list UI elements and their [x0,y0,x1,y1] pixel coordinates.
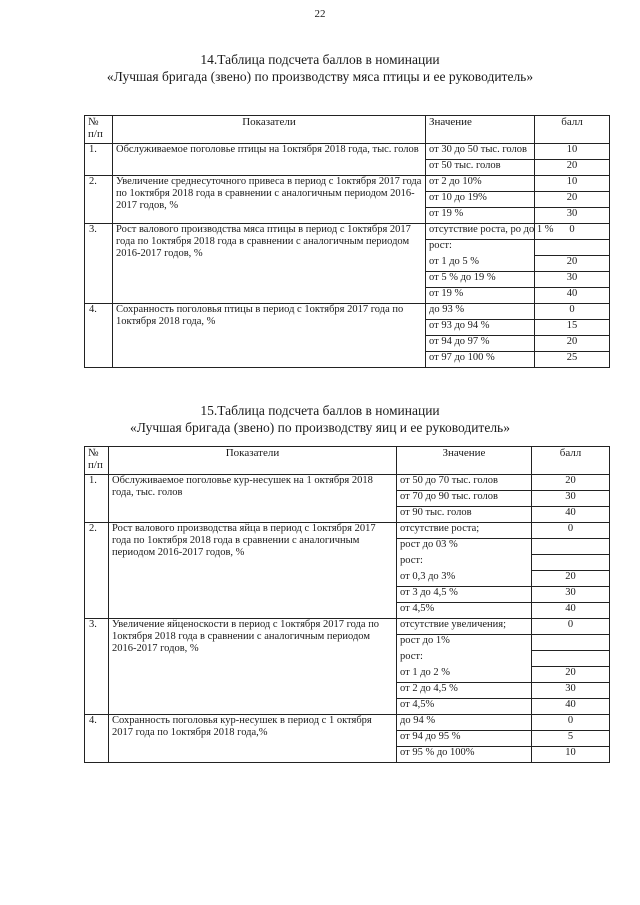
row-value: рост до 03 % [397,539,532,555]
row-points: 20 [535,160,610,176]
row-points: 30 [532,491,610,507]
row-number: 2. [85,176,113,224]
row-points: 10 [532,747,610,763]
table-row [85,619,610,635]
row-indicator: Сохранность поголовья птицы в период с 1октября 2017 года по 1октября 2018 года, % [113,304,426,368]
table-14-title-line2: «Лучшая бригада (звено) по производству мяса птицы и ее руководитель» [106,69,534,84]
table-14-title-line1: 14.Таблица подсчета баллов в номинации [200,52,440,67]
table-15-title-line2: «Лучшая бригада (звено) по производству яиц и ее руководитель» [130,420,510,435]
row-points: 40 [532,507,610,523]
row-points: 40 [532,699,610,715]
row-value: от 0,3 до 3% [397,571,532,587]
row-value: до 94 % [397,715,532,731]
row-value: от 1 до 2 % [397,667,532,683]
table-15-title [40,402,600,436]
row-value: отсутствие роста, ро до 1 % [426,224,535,240]
row-value: рост: [397,651,532,667]
row-value: от 50 до 70 тыс. голов [397,475,532,491]
row-points: 30 [535,272,610,288]
header-points: балл [532,447,610,475]
row-points: 0 [532,523,610,539]
row-value: от 2 до 10% [426,176,535,192]
row-number: 1. [85,144,113,176]
row-points: 25 [535,352,610,368]
row-number: 3. [85,619,109,715]
table-row [85,304,610,320]
row-points: 20 [532,667,610,683]
row-value: от 4,5% [397,603,532,619]
table-row [85,475,610,491]
row-indicator: Обслуживаемое поголовье кур-несушек на 1 октября 2018 года, тыс. голов [109,475,397,523]
row-points [535,240,610,256]
row-value: отсутствие роста; [397,523,532,539]
row-points: 30 [535,208,610,224]
row-points: 40 [535,288,610,304]
table-row [85,144,610,160]
row-value: от 1 до 5 % [426,256,535,272]
table-row [85,523,610,539]
row-points [532,555,610,571]
header-value: Значение [426,116,535,144]
row-points: 0 [532,715,610,731]
row-points [532,539,610,555]
row-points: 30 [532,587,610,603]
row-indicator: Увеличение яйценоскости в период с 1октября 2017 года по 1октября 2018 года в сравнении с аналогичным периодом 2016-2017 годов, % [109,619,397,715]
table-15 [84,446,610,763]
row-points: 30 [532,683,610,699]
row-value: от 97 до 100 % [426,352,535,368]
row-points: 20 [532,571,610,587]
table-14-title [40,51,600,85]
row-value: от 93 до 94 % [426,320,535,336]
row-value: до 93 % [426,304,535,320]
header-indicator: Показатели [109,447,397,475]
row-value: от 90 тыс. голов [397,507,532,523]
row-points: 20 [535,256,610,272]
row-value: от 19 % [426,288,535,304]
header-num: № п/п [85,116,113,144]
row-points: 0 [535,224,610,240]
row-points [532,635,610,651]
row-points: 0 [535,304,610,320]
header-num: № п/п [85,447,109,475]
row-points: 0 [532,619,610,635]
row-value: от 50 тыс. голов [426,160,535,176]
row-indicator: Увеличение среднесуточного привеса в период с 1октября 2017 года по 1октября 2018 года в сравнении с аналогичным периодом 2016-2017 годов, % [113,176,426,224]
row-value: рост: [426,240,535,256]
row-points: 40 [532,603,610,619]
table-15-header-row [85,447,610,475]
row-indicator: Сохранность поголовья кур-несушек в период с 1 октября 2017 года по 1октября 2018 года,% [109,715,397,763]
row-indicator: Рост валового производства яйца в период с 1октября 2017 года по 1октября 2018 года в сравнении с аналогичным периодом 2016-2017 годов, % [109,523,397,619]
row-value: от 2 до 4,5 % [397,683,532,699]
row-points: 20 [535,336,610,352]
row-value: от 19 % [426,208,535,224]
row-number: 3. [85,224,113,304]
row-points: 10 [535,144,610,160]
row-value: от 5 % до 19 % [426,272,535,288]
row-value: от 94 до 97 % [426,336,535,352]
row-points: 5 [532,731,610,747]
page-number: 22 [314,8,326,20]
row-points: 10 [535,176,610,192]
table-14 [84,115,610,368]
row-points: 20 [532,475,610,491]
table-row [85,176,610,192]
row-number: 4. [85,304,113,368]
row-points: 20 [535,192,610,208]
header-indicator: Показатели [113,116,426,144]
row-value: рост до 1% [397,635,532,651]
row-value: от 3 до 4,5 % [397,587,532,603]
row-points: 15 [535,320,610,336]
row-value: рост: [397,555,532,571]
row-value: от 70 до 90 тыс. голов [397,491,532,507]
row-number: 4. [85,715,109,763]
row-indicator: Обслуживаемое поголовье птицы на 1октября 2018 года, тыс. голов [113,144,426,176]
table-15-title-line1: 15.Таблица подсчета баллов в номинации [200,403,440,418]
row-indicator: Рост валового производства мяса птицы в период с 1октября 2017 года по 1октября 2018 года в сравнении с аналогичным периодом 2016-2017 годов, % [113,224,426,304]
header-value: Значение [397,447,532,475]
row-value: от 4,5% [397,699,532,715]
header-points: балл [535,116,610,144]
row-value: отсутствие увеличения; [397,619,532,635]
table-row [85,224,610,240]
table-14-header-row [85,116,610,144]
row-number: 1. [85,475,109,523]
row-value: от 94 до 95 % [397,731,532,747]
row-value: от 10 до 19% [426,192,535,208]
row-value: от 95 % до 100% [397,747,532,763]
row-value: от 30 до 50 тыс. голов [426,144,535,160]
row-points [532,651,610,667]
row-number: 2. [85,523,109,619]
table-row [85,715,610,731]
